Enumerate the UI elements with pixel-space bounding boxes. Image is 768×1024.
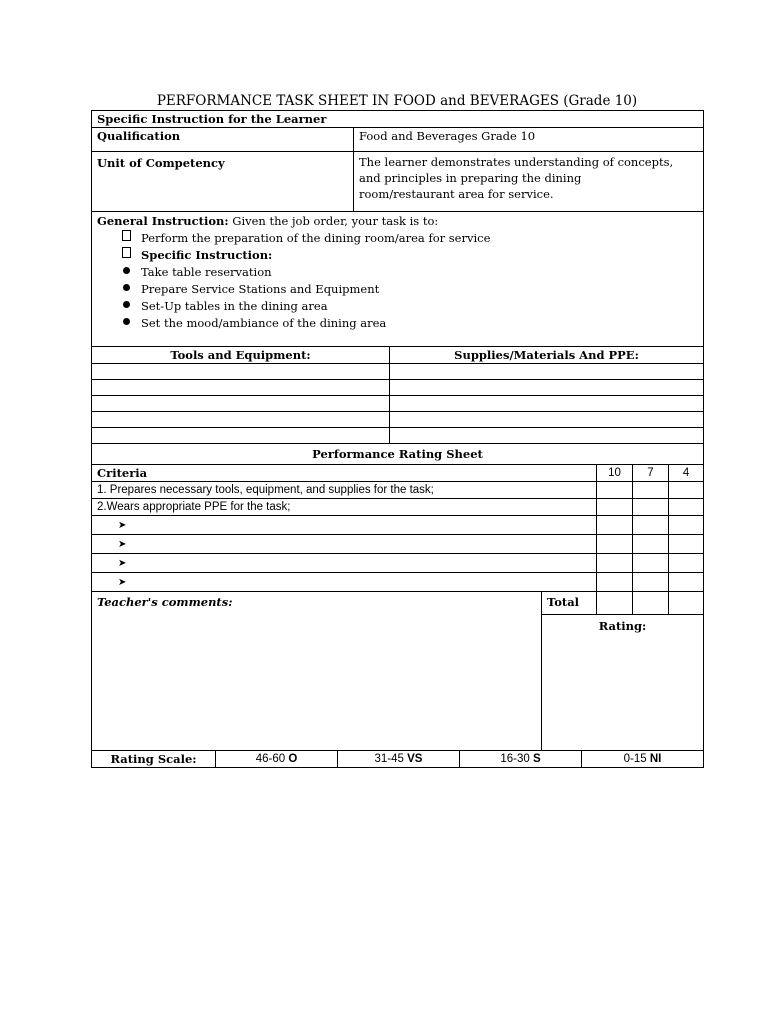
score-header: 10 — [597, 464, 633, 481]
tools-cell — [92, 364, 390, 380]
score-header: 7 — [633, 464, 669, 481]
qualification-label: Qualification — [92, 128, 354, 152]
general-instruction-label: General Instruction: — [97, 214, 229, 229]
bullet-icon — [123, 267, 130, 274]
unit-line: and principles in preparing the dining — [359, 171, 582, 185]
score-cell — [669, 498, 704, 515]
score-cell — [597, 553, 633, 572]
score-cell — [669, 553, 704, 572]
tools-cell — [92, 380, 390, 396]
unit-label: Unit of Competency — [92, 152, 354, 212]
bullet-item: Set the mood/ambiance of the dining area — [97, 315, 698, 332]
score-header: 4 — [669, 464, 704, 481]
supplies-cell — [390, 380, 704, 396]
rating-scale-table — [91, 751, 704, 768]
unit-line: The learner demonstrates understanding of concepts, — [359, 155, 674, 169]
arrow-bullet-icon: ➤ — [118, 538, 127, 550]
checkbox-icon — [122, 247, 131, 258]
scale-item-vs: 31-45 VS — [338, 751, 460, 768]
bullet-icon — [123, 284, 130, 291]
criteria-item-blank — [92, 534, 597, 553]
criteria-item: 1. Prepares necessary tools, equipment, and supplies for the task; — [92, 481, 597, 498]
score-cell — [633, 534, 669, 553]
score-cell — [597, 515, 633, 534]
scale-item-ni: 0-15 NI — [582, 751, 704, 768]
scale-item-s: 16-30 S — [460, 751, 582, 768]
bullet-item: Prepare Service Stations and Equipment — [97, 281, 698, 298]
criteria-item-blank — [92, 515, 597, 534]
criteria-item: 2.Wears appropriate PPE for the task; — [92, 498, 597, 515]
supplies-cell — [390, 396, 704, 412]
bullet-icon — [123, 301, 130, 308]
specific-instruction-header: Specific Instruction for the Learner — [92, 111, 704, 128]
tools-table — [91, 347, 704, 444]
teacher-comments-label: Teacher's comments: — [92, 591, 542, 750]
tools-cell — [92, 428, 390, 444]
supplies-cell — [390, 412, 704, 428]
score-cell — [669, 534, 704, 553]
bullet-item: Take table reservation — [97, 264, 698, 281]
score-cell — [633, 572, 669, 591]
criteria-item-blank — [92, 572, 597, 591]
task-item: Perform the preparation of the dining room/area for service — [97, 230, 698, 247]
score-cell — [669, 515, 704, 534]
total-cell — [633, 591, 669, 614]
tools-cell — [92, 412, 390, 428]
rating-table — [91, 444, 704, 751]
rating-label: Rating: — [542, 614, 704, 750]
score-cell — [597, 498, 633, 515]
general-instruction-line — [97, 213, 698, 230]
total-cell — [669, 591, 704, 614]
scale-item-o: 46-60 O — [216, 751, 338, 768]
arrow-bullet-icon: ➤ — [118, 519, 127, 531]
score-cell — [597, 481, 633, 498]
checkbox-icon — [122, 230, 131, 241]
score-cell — [597, 534, 633, 553]
supplies-cell — [390, 364, 704, 380]
total-label: Total — [542, 591, 597, 614]
supplies-header: Supplies/Materials And PPE: — [390, 347, 704, 364]
qualification-value: Food and Beverages Grade 10 — [354, 128, 704, 152]
task-sheet — [91, 93, 703, 768]
score-cell — [633, 553, 669, 572]
score-cell — [669, 481, 704, 498]
arrow-bullet-icon: ➤ — [118, 557, 127, 569]
score-cell — [633, 498, 669, 515]
score-cell — [633, 515, 669, 534]
general-instruction — [92, 212, 704, 347]
instruction-table — [91, 110, 704, 347]
general-instruction-text: Given the job order, your task is to: — [228, 214, 439, 229]
score-cell — [597, 572, 633, 591]
rating-scale-label: Rating Scale: — [92, 751, 216, 768]
bullet-item: Set-Up tables in the dining area — [97, 298, 698, 315]
page-title: PERFORMANCE TASK SHEET IN FOOD and BEVERAGES (Grade 10) — [156, 93, 638, 109]
specific-instruction-item: Specific Instruction: — [97, 247, 698, 264]
score-cell — [669, 572, 704, 591]
supplies-cell — [390, 428, 704, 444]
score-cell — [633, 481, 669, 498]
bullet-icon — [123, 318, 130, 325]
unit-value — [354, 152, 704, 212]
rating-sheet-title: Performance Rating Sheet — [92, 444, 704, 464]
unit-line: room/restaurant area for service. — [359, 187, 554, 201]
tools-cell — [92, 396, 390, 412]
criteria-label: Criteria — [92, 464, 597, 481]
arrow-bullet-icon: ➤ — [118, 576, 127, 588]
total-cell — [597, 591, 633, 614]
criteria-item-blank — [92, 553, 597, 572]
tools-header: Tools and Equipment: — [92, 347, 390, 364]
